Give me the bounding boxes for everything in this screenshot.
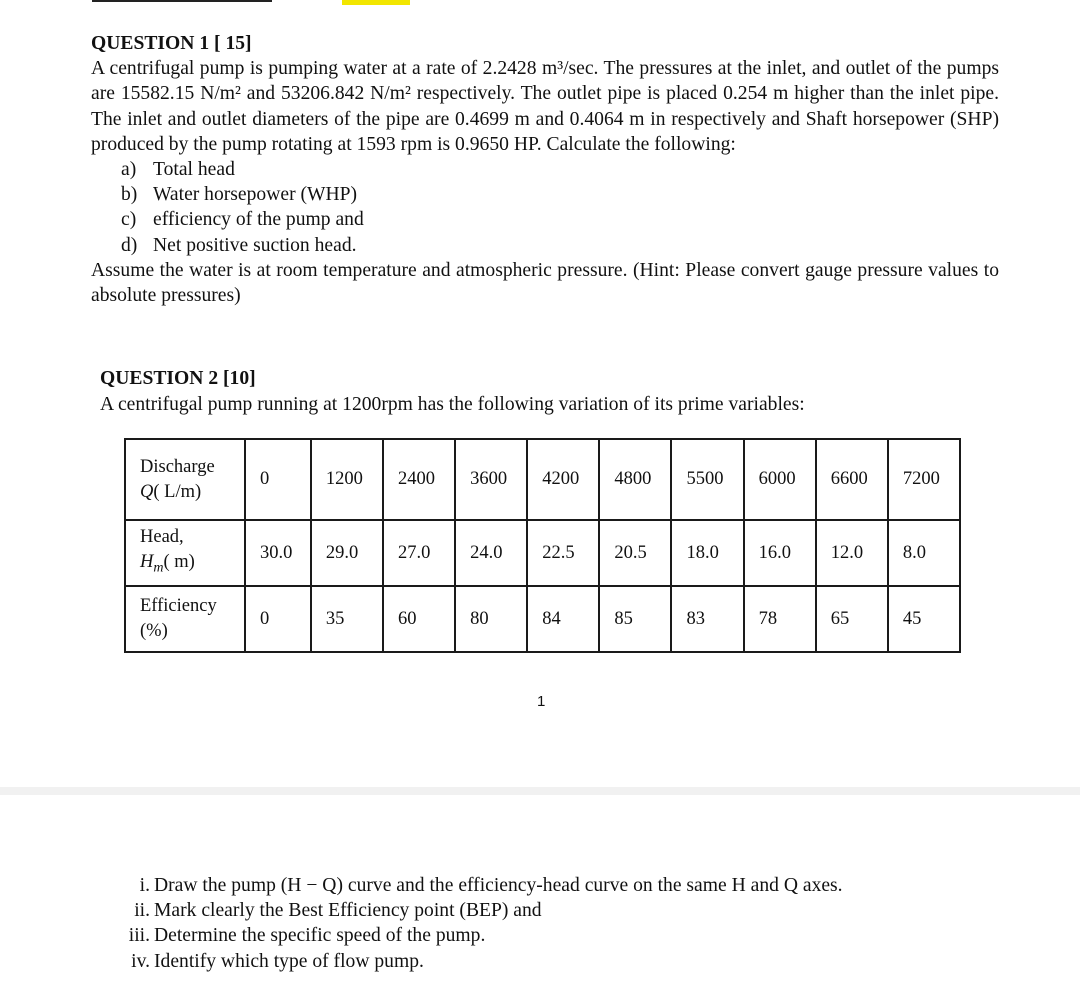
table-cell: 84 (527, 586, 599, 652)
question-1-parts (91, 157, 999, 258)
list-item: iv. Identify which type of flow pump. (131, 950, 424, 972)
highlight-mark (342, 0, 410, 5)
list-item: b) Water horsepower (WHP) (121, 184, 358, 206)
list-item: c) efficiency of the pump and (121, 209, 364, 231)
table-cell: 27.0 (383, 520, 455, 586)
table-cell: 0 (245, 439, 311, 520)
table-cell: 30.0 (245, 520, 311, 586)
pump-data-table (124, 438, 961, 653)
table-cell: 8.0 (888, 520, 960, 586)
table-cell: 5500 (671, 439, 743, 520)
question-2 (100, 366, 980, 418)
table-cell: 60 (383, 586, 455, 652)
question-2-title: QUESTION 2 [10] (100, 368, 256, 389)
table-cell: 7200 (888, 439, 960, 520)
question-2-tasks (112, 873, 843, 974)
page-number: 1 (537, 693, 546, 710)
table-cell: 85 (599, 586, 671, 652)
table-cell: 12.0 (816, 520, 888, 586)
question-1 (91, 31, 999, 308)
table-cell: 65 (816, 586, 888, 652)
table-cell: 24.0 (455, 520, 527, 586)
discharge-header: Discharge Q( L/m) (125, 439, 245, 520)
table-cell: 3600 (455, 439, 527, 520)
table-row (125, 439, 960, 520)
table-cell: 78 (744, 586, 816, 652)
table-cell: 16.0 (744, 520, 816, 586)
question-2-intro: A centrifugal pump running at 1200rpm has the following variation of its prime variables: (100, 394, 805, 415)
question-1-title: QUESTION 1 [ 15] (91, 33, 252, 54)
table-row (125, 586, 960, 652)
head-header: Head, $H_m$( m) (125, 520, 245, 586)
table-cell: 4800 (599, 439, 671, 520)
question-1-text: A centrifugal pump is pumping water at a rate of 2.2428 m³/sec. The pressures at the inlet, and outlet of the pumps are 15582.15 N/m² and 53206.842 N/m² respectively. The outlet pipe is placed 0.254 m higher than the inlet pipe. The inlet and outlet diameters of the pipe are 0.4699 m and 0.4064 m in respectively and Shaft horsepower (SHP) produced by the pump rotating at 1593 rpm is 0.9650 HP. Calculate the following: (91, 58, 999, 155)
efficiency-header: Efficiency (%) (125, 586, 245, 652)
table-cell: 6000 (744, 439, 816, 520)
top-rule (92, 0, 272, 2)
table-row (125, 520, 960, 586)
list-item: ii. Mark clearly the Best Efficiency point (BEP) and (134, 900, 542, 922)
table-cell: 6600 (816, 439, 888, 520)
table-cell: 1200 (311, 439, 383, 520)
list-item: a) Total head (121, 159, 235, 181)
table-cell: 22.5 (527, 520, 599, 586)
list-item: d) Net positive suction head. (121, 234, 357, 256)
table-cell: 0 (245, 586, 311, 652)
page-divider (0, 787, 1080, 795)
table-cell: 45 (888, 586, 960, 652)
list-item: i. Draw the pump (H − Q) curve and the efficiency-head curve on the same H and Q axes. (139, 875, 843, 896)
table-cell: 80 (455, 586, 527, 652)
table-cell: 4200 (527, 439, 599, 520)
question-1-assumption: Assume the water is at room temperature and atmospheric pressure. (Hint: Please convert gauge pressure values to absolute pressures) (91, 259, 999, 307)
table-cell: 83 (671, 586, 743, 652)
table-cell: 20.5 (599, 520, 671, 586)
table-cell: 18.0 (671, 520, 743, 586)
table-cell: 29.0 (311, 520, 383, 586)
table-cell: 2400 (383, 439, 455, 520)
list-item: iii. Determine the specific speed of the pump. (128, 925, 486, 947)
table-cell: 35 (311, 586, 383, 652)
